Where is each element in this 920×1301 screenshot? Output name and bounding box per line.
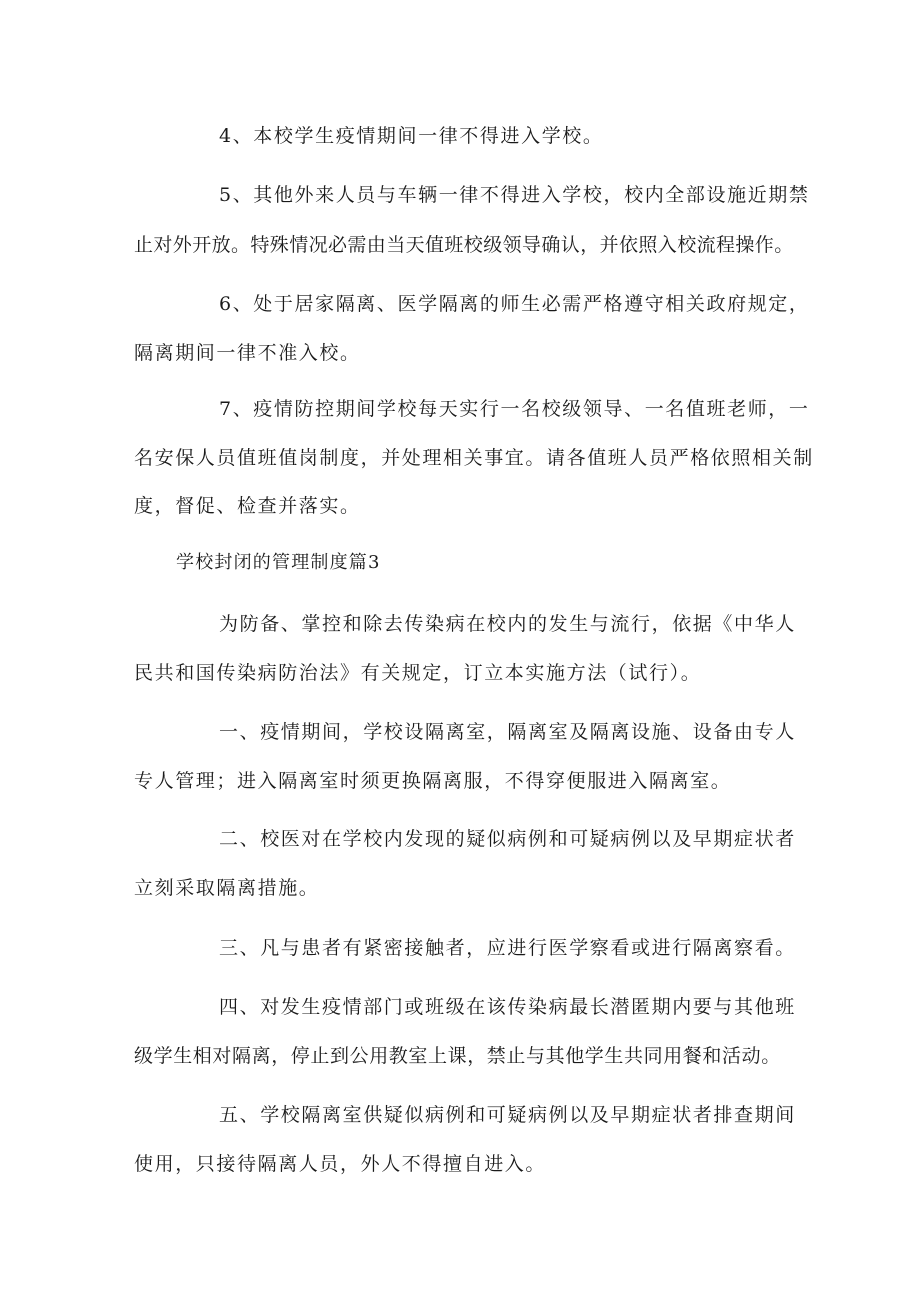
item-5-line-1: 五、学校隔离室供疑似病例和可疑病例以及早期症状者排查期间 xyxy=(219,1104,796,1126)
paragraph-5-line-2: 止对外开放。特殊情况必需由当天值班校级领导确认，并依照入校流程操作。 xyxy=(134,234,794,256)
item-5-line-2: 使用，只接待隔离人员，外人不得擅自进入。 xyxy=(134,1153,547,1175)
item-1-line-1: 一、疫情期间，学校设隔离室，隔离室及隔离设施、设备由专人 xyxy=(219,721,796,743)
section-title: 学校封闭的管理制度篇3 xyxy=(176,552,381,573)
paragraph-4-line-1: 4、本校学生疫情期间一律不得进入学校。 xyxy=(219,125,604,147)
item-2-line-2: 立刻采取隔离措施。 xyxy=(134,877,320,899)
item-4-line-2: 级学生相对隔离，停止到公用教室上课，禁止与其他学生共同用餐和活动。 xyxy=(134,1045,781,1067)
item-4-line-1: 四、对发生疫情部门或班级在该传染病最长潜匿期内要与其他班 xyxy=(219,996,796,1018)
item-3-line-1: 三、凡与患者有紧密接触者，应进行医学察看或进行隔离察看。 xyxy=(219,937,796,959)
paragraph-7-line-1: 7、疫情防控期间学校每天实行一名校级领导、一名值班老师，一 xyxy=(219,398,810,420)
intro-line-1: 为防备、掌控和除去传染病在校内的发生与流行，依据《中华人 xyxy=(219,613,796,635)
paragraph-7-line-2: 名安保人员值班值岗制度，并处理相关事宜。请各值班人员严格依照相关制 xyxy=(134,447,814,469)
paragraph-7-line-3: 度，督促、检查并落实。 xyxy=(134,495,361,517)
paragraph-6-line-1: 6、处于居家隔离、医学隔离的师生必需严格遵守相关政府规定， xyxy=(219,293,810,315)
paragraph-6-line-2: 隔离期间一律不准入校。 xyxy=(134,342,361,364)
item-1-line-2: 专人管理；进入隔离室时须更换隔离服，不得穿便服进入隔离室。 xyxy=(134,770,732,792)
intro-line-2: 民共和国传染病防治法》有关规定，订立本实施方法（试行）。 xyxy=(134,662,702,684)
paragraph-5-line-1: 5、其他外来人员与车辆一律不得进入学校，校内全部设施近期禁 xyxy=(219,184,810,206)
item-2-line-1: 二、校医对在学校内发现的疑似病例和可疑病例以及早期症状者 xyxy=(219,828,796,850)
